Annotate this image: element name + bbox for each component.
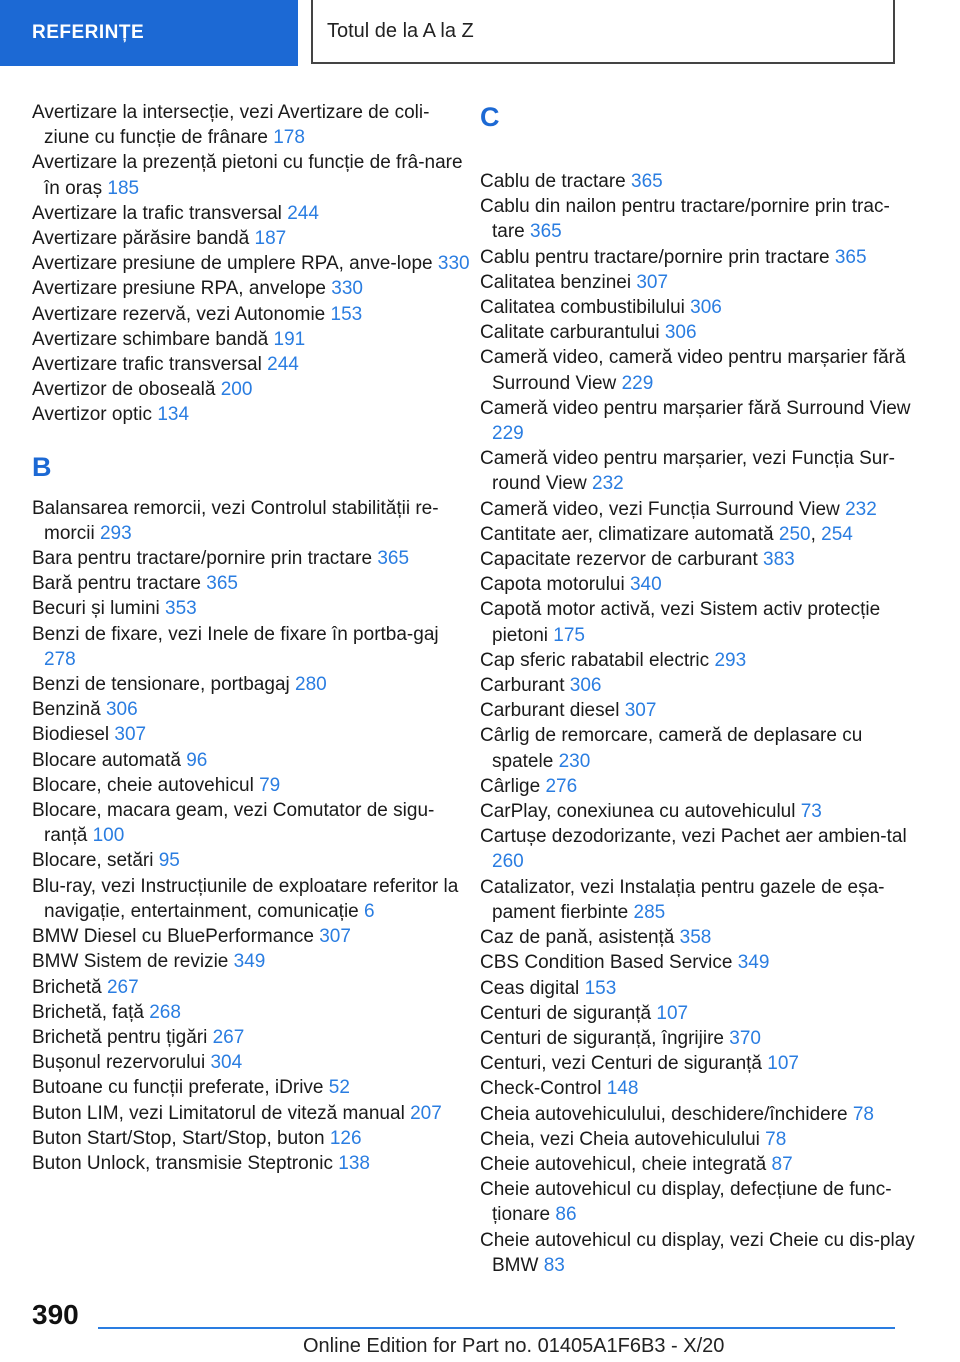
index-entry: [480, 723, 920, 773]
index-entry: [480, 1001, 920, 1026]
entry-term: Butoane cu funcții preferate, iDrive: [32, 1077, 324, 1099]
index-entry: [480, 295, 920, 320]
index-entry: [32, 949, 472, 974]
entry-term: Catalizator, vezi Instalația pentru gazele de eșa-pament fierbinte: [480, 876, 885, 923]
entry-term: Cârlige: [480, 775, 541, 797]
entry-term: Centuri, vezi Centuri de siguranță: [480, 1053, 762, 1075]
entry-term: Blu-ray, vezi Instrucțiunile de exploatare referitor la navigație, entertainment, comunicație: [32, 875, 459, 922]
page-reference-link[interactable]: 230: [558, 750, 591, 772]
page-reference-link[interactable]: 107: [767, 1053, 799, 1075]
entry-term: Cartușe dezodorizante, vezi Pachet aer ambien-tal: [480, 826, 907, 848]
entry-term: Avertizare trafic transversal: [32, 354, 262, 376]
entry-term: Avertizare la intersecție, vezi Avertizare de coli-ziune cu funcție de frânare: [32, 102, 430, 149]
index-entry: [32, 377, 472, 402]
entry-term: Centuri de siguranță: [480, 1002, 652, 1024]
index-entry: [480, 547, 920, 572]
index-entry: [32, 402, 472, 427]
entry-term: Capota motorului: [480, 574, 625, 596]
entry-term: Brichetă pentru țigări: [32, 1026, 208, 1048]
index-entry: [32, 1000, 472, 1025]
page-reference-link[interactable]: 79: [259, 774, 281, 796]
index-entry: [32, 571, 472, 596]
page-reference-link[interactable]: 353: [165, 598, 197, 620]
page-reference-link[interactable]: 268: [149, 1001, 181, 1023]
page-reference-link[interactable]: 232: [592, 473, 624, 495]
entry-term: Calitate carburantului: [480, 322, 660, 344]
entry-term: Carburant diesel: [480, 700, 620, 722]
page-reference-link[interactable]: 207: [410, 1102, 442, 1124]
index-entry: [480, 950, 920, 975]
page-reference-link[interactable]: 52: [328, 1077, 350, 1099]
entry-term: Cârlig de remorcare, cameră de deplasare cu spatele: [480, 725, 863, 772]
page-reference-link[interactable]: 83: [543, 1254, 565, 1276]
page-reference-link[interactable]: 229: [492, 423, 524, 445]
entry-term: Calitatea benzinei: [480, 271, 632, 293]
entry-term: Cablu pentru tractare/pornire prin tractare: [480, 246, 830, 268]
page-reference-link[interactable]: 370: [729, 1027, 761, 1049]
entry-term: Cameră video pentru marșarier, vezi Funcția Sur-round View: [480, 448, 895, 495]
page-reference-link[interactable]: 87: [771, 1153, 793, 1175]
entry-term: Cantitate aer, climatizare automată: [480, 523, 774, 545]
index-list-b: [32, 496, 472, 1176]
index-entry: [32, 874, 472, 924]
entry-term: Cablu din nailon pentru tractare/pornire prin trac-tare: [480, 196, 890, 243]
entry-term: Avertizare rezervă, vezi Autonomie: [32, 303, 326, 325]
entry-term: Carburant: [480, 675, 565, 697]
index-entry: [480, 673, 920, 698]
index-entry: [32, 150, 472, 200]
page-header: [0, 0, 960, 66]
index-entry: [32, 1101, 472, 1126]
entry-term: Blocare, cheie autovehicul: [32, 774, 254, 796]
index-entry: [32, 276, 472, 301]
page-reference-link[interactable]: 285: [633, 901, 666, 923]
entry-term: Buton Start/Stop, Start/Stop, buton: [32, 1127, 325, 1149]
entry-term: Cablu de tractare: [480, 171, 626, 192]
page-reference-link[interactable]: 349: [233, 951, 266, 973]
page-reference-link[interactable]: 148: [606, 1078, 639, 1100]
index-entry: [480, 774, 920, 799]
page-reference-link[interactable]: 6: [364, 900, 375, 922]
entry-term: Blocare, macara geam, vezi Comutator de sigu-ranță: [32, 800, 435, 847]
index-entry: [32, 596, 472, 621]
page-number: 390: [32, 1299, 79, 1330]
entry-term: Calitatea combustibilului: [480, 297, 685, 319]
index-entry: [32, 1025, 472, 1050]
page-reference-link[interactable]: 175: [553, 624, 585, 646]
page-reference-link[interactable]: 107: [656, 1002, 689, 1024]
index-entry: [480, 169, 920, 194]
index-list-c: [480, 169, 920, 1278]
entry-term: Capacitate rezervor de carburant: [480, 549, 758, 571]
entry-term: Cheie autovehicul cu display, vezi Cheie cu dis-play BMW: [480, 1229, 915, 1276]
index-entry: [480, 698, 920, 723]
index-entry: [32, 672, 472, 697]
edition-note: Online Edition for Part no. 01405A1F6B3 - X/20: [303, 1335, 725, 1357]
index-entry: [32, 1151, 472, 1176]
page-reference-link[interactable]: 330: [437, 253, 470, 275]
page-reference-link[interactable]: 86: [555, 1204, 577, 1226]
section-tab[interactable]: REFERINȚE: [0, 0, 298, 66]
index-entry: [480, 925, 920, 950]
page-reference-link[interactable]: 244: [287, 202, 319, 224]
entry-term: Bara pentru tractare/pornire prin tractare: [32, 548, 373, 570]
entry-term: Avertizare presiune RPA, anvelope: [32, 278, 326, 300]
page-reference-link[interactable]: 244: [267, 354, 299, 376]
index-entry: [480, 194, 920, 244]
footer-divider: [98, 1327, 895, 1329]
index-entry: [32, 924, 472, 949]
entry-term: Brichetă, față: [32, 1001, 144, 1023]
page-reference-link[interactable]: 178: [273, 127, 305, 149]
page-reference-link[interactable]: 383: [763, 549, 795, 571]
page-reference-link[interactable]: 365: [377, 548, 410, 570]
page-reference-link[interactable]: 365: [530, 221, 562, 243]
entry-term: Cameră video, cameră video pentru marșarier fără Surround View: [480, 347, 906, 394]
index-entry: [480, 1127, 920, 1152]
index-entry: [480, 572, 920, 597]
index-entry: [32, 975, 472, 1000]
page-reference-link[interactable]: 330: [331, 278, 363, 300]
page-reference-link[interactable]: 73: [800, 801, 822, 823]
entry-term: Blocare automată: [32, 749, 181, 771]
index-entry: [480, 1076, 920, 1101]
index-entry: [32, 722, 472, 747]
page-reference-link[interactable]: 153: [330, 303, 363, 325]
entry-term: Cap sferic rabatabil electric: [480, 649, 710, 671]
page-reference-link[interactable]: 293: [714, 649, 747, 671]
page-reference-link[interactable]: 307: [624, 700, 657, 722]
page-reference-link[interactable]: 365: [631, 171, 663, 192]
index-entry: [480, 1152, 920, 1177]
entry-term: Avertizor de oboseală: [32, 379, 216, 401]
entry-term: Cheie autovehicul, cheie integrată: [480, 1153, 767, 1175]
entry-term: CBS Condition Based Service: [480, 952, 733, 974]
page-reference-link[interactable]: 254: [821, 523, 853, 545]
index-entry: [32, 798, 472, 848]
entry-term: BMW Diesel cu BluePerformance: [32, 926, 314, 948]
page-reference-link[interactable]: 365: [206, 573, 238, 595]
index-entry: [480, 597, 920, 647]
index-entry: [480, 446, 920, 496]
page-reference-link[interactable]: 126: [329, 1127, 362, 1149]
index-entry: [32, 748, 472, 773]
page-reference-link[interactable]: 304: [210, 1052, 243, 1074]
entry-term: Balansarea remorcii, vezi Controlul stabilității re-morcii: [32, 497, 439, 544]
page-reference-link[interactable]: 306: [105, 699, 138, 721]
page-reference-link[interactable]: 306: [569, 675, 602, 697]
entry-term: Check-Control: [480, 1078, 602, 1100]
entry-term: BMW Sistem de revizie: [32, 951, 229, 973]
page-reference-link[interactable]: 276: [545, 775, 578, 797]
entry-term: Blocare, setări: [32, 850, 154, 872]
page-reference-link[interactable]: 307: [319, 926, 351, 948]
page-reference-link[interactable]: 280: [295, 674, 327, 696]
page-reference-link[interactable]: 365: [834, 246, 867, 268]
page-reference-link[interactable]: 187: [254, 228, 287, 250]
entry-term: Avertizare presiune de umplere RPA, anve-lope: [32, 253, 433, 275]
page-reference-link[interactable]: 232: [845, 498, 877, 520]
entry-term: Caz de pană, asistență: [480, 927, 675, 949]
index-column-left: [32, 100, 472, 1176]
page-reference-link[interactable]: 260: [492, 851, 524, 873]
index-entry: [480, 1026, 920, 1051]
page-reference-link[interactable]: 200: [220, 379, 253, 401]
page-reference-link[interactable]: 307: [114, 724, 147, 746]
index-entry: [32, 546, 472, 571]
index-entry: [480, 1051, 920, 1076]
entry-term: Centuri de siguranță, îngrijire: [480, 1027, 724, 1049]
page-reference-link[interactable]: 278: [44, 648, 76, 670]
index-entry: [480, 522, 920, 547]
page-reference-link[interactable]: 134: [157, 404, 190, 426]
index-entry: [480, 976, 920, 1001]
entry-term: Cheia, vezi Cheia autovehiculului: [480, 1128, 760, 1150]
page-reference-link[interactable]: 293: [99, 522, 132, 544]
entry-term: Brichetă: [32, 976, 102, 998]
chapter-title-tab[interactable]: Totul de la A la Z: [311, 0, 895, 64]
page-reference-link[interactable]: 100: [92, 825, 125, 847]
page-reference-link[interactable]: 340: [629, 574, 662, 596]
page-reference-link[interactable]: 349: [737, 952, 770, 974]
entry-term: Bară pentru tractare: [32, 573, 201, 595]
index-entry: [32, 773, 472, 798]
index-entry: [480, 875, 920, 925]
index-entry: [32, 622, 472, 672]
entry-term: Capotă motor activă, vezi Sistem activ protecție pietoni: [480, 599, 881, 646]
index-entry: [32, 1126, 472, 1151]
index-entry: [32, 1050, 472, 1075]
entry-term: Ceas digital: [480, 977, 580, 999]
page-reference-link[interactable]: 306: [690, 297, 722, 319]
index-entry: [480, 1228, 920, 1278]
entry-term: Buton LIM, vezi Limitatorul de viteză manual: [32, 1102, 405, 1124]
index-entry: [480, 396, 920, 446]
page-reference-link[interactable]: 185: [107, 177, 140, 199]
index-entry: [480, 320, 920, 345]
entry-term: Avertizare schimbare bandă: [32, 328, 269, 350]
entry-term: Biodiesel: [32, 724, 110, 746]
index-entry: [32, 327, 472, 352]
index-entry: [32, 496, 472, 546]
index-entry: [32, 848, 472, 873]
entry-term: Benzi de fixare, vezi Inele de fixare în portba-gaj: [32, 623, 439, 645]
entry-term: CarPlay, conexiunea cu autovehiculul: [480, 801, 796, 823]
page-reference-link[interactable]: 78: [852, 1103, 874, 1125]
index-entry: [480, 1177, 920, 1227]
index-entry: [32, 697, 472, 722]
index-entry: [32, 1075, 472, 1100]
page-reference-link[interactable]: 358: [679, 927, 712, 949]
entry-term: Cameră video, vezi Funcția Surround View: [480, 498, 840, 520]
index-entry: [32, 100, 472, 150]
entry-term: Cheia autovehiculului, deschidere/închidere: [480, 1103, 848, 1125]
entry-term: Avertizor optic: [32, 404, 153, 426]
entry-term: Cameră video pentru marșarier fără Surround View: [480, 397, 911, 419]
page-reference-link[interactable]: 191: [273, 328, 306, 350]
entry-term: Avertizare la trafic transversal: [32, 202, 282, 224]
entry-term: Bușonul rezervorului: [32, 1052, 206, 1074]
page-reference-link[interactable]: 267: [106, 976, 139, 998]
index-entry: [480, 245, 920, 270]
entry-term: Cheie autovehicul cu display, defecțiune de func-ționare: [480, 1179, 892, 1226]
entry-term: Avertizare părăsire bandă: [32, 228, 250, 250]
index-entry: [32, 201, 472, 226]
page-reference-link[interactable]: 96: [186, 749, 208, 771]
page-reference-link[interactable]: 229: [621, 372, 654, 394]
index-entry: [32, 352, 472, 377]
index-entry: [480, 1102, 920, 1127]
entry-term: Avertizare la prezență pietoni cu funcție de frâ-nare în oraș: [32, 152, 463, 199]
index-entry: [480, 345, 920, 395]
index-entry: [32, 251, 472, 276]
index-letter-c: C: [480, 102, 500, 132]
reference-separator: ,: [810, 523, 822, 545]
entry-term: Buton Unlock, transmisie Steptronic: [32, 1152, 333, 1174]
index-list-a: [32, 100, 472, 428]
page-reference-link[interactable]: 138: [338, 1152, 370, 1174]
page-reference-link[interactable]: 250: [778, 523, 811, 545]
entry-term: Benzi de tensionare, portbagaj: [32, 674, 290, 696]
index-entry: [32, 226, 472, 251]
index-entry: [480, 497, 920, 522]
page-reference-link[interactable]: 306: [664, 322, 697, 344]
page-reference-link[interactable]: 78: [765, 1128, 787, 1150]
index-entry: [480, 799, 920, 824]
page-reference-link[interactable]: 95: [158, 850, 180, 872]
index-column-right: [480, 100, 920, 1278]
page-reference-link[interactable]: 307: [636, 271, 669, 293]
index-entry: [32, 302, 472, 327]
entry-term: Benzină: [32, 699, 101, 721]
index-entry: [480, 648, 920, 673]
page-reference-link[interactable]: 153: [584, 977, 617, 999]
index-entry: [480, 270, 920, 295]
index-letter-b: B: [32, 451, 52, 482]
entry-term: Becuri și lumini: [32, 598, 160, 620]
index-entry: [480, 824, 920, 874]
page-reference-link[interactable]: 267: [212, 1026, 245, 1048]
